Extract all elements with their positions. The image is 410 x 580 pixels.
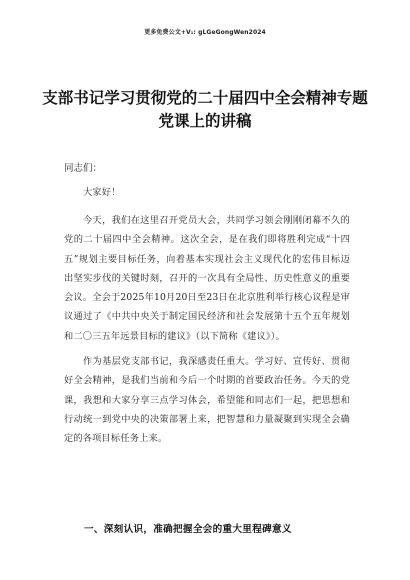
body-paragraph-1: 今天，我们在这里召开党员大会，共同学习领会刚刚闭幕不久的党的二十届四中全会精神。这次全会，是在我们即将胜利完成“十四五”规划主要目标任务，向着基本实现社会主义现代化的宏伟目标迈出坚实步伐的关键时刻，召开的一次具有全局性、历史性意义的重要会议。全会于2025年10月20日至23日在北京胜利举行核心议程是审议通过了《中共中央关于制定国民经济和社会发展第十五个五年规划和二〇三五年远景目标的建议》（以下简称《建议》）。 [64,215,350,342]
greeting: 大家好！ [83,187,121,198]
body-paragraph-2: 作为基层党支部书记，我深感责任重大。学习好、宣传好、贯彻好全会精神，是我们当前和今后一个时期的首要政治任务。今天的党课，我想和大家分享三点学习体会，希望能和同志们一起，把思想和行动统一到党中央的决策部署上来，把智慧和力量凝聚到实现全会确定的各项目标任务上来。 [64,356,350,445]
salutation: 同志们： [64,163,103,174]
header-note: 更多免费公文+V₁: gLGeGongWen2024 [144,29,266,36]
document-title: 支部书记学习贯彻党的二十届四中全会精神专题党课上的讲稿 [42,89,368,130]
section-heading: 一、深刻认识，准确把握全会的重大里程碑意义 [84,524,292,535]
